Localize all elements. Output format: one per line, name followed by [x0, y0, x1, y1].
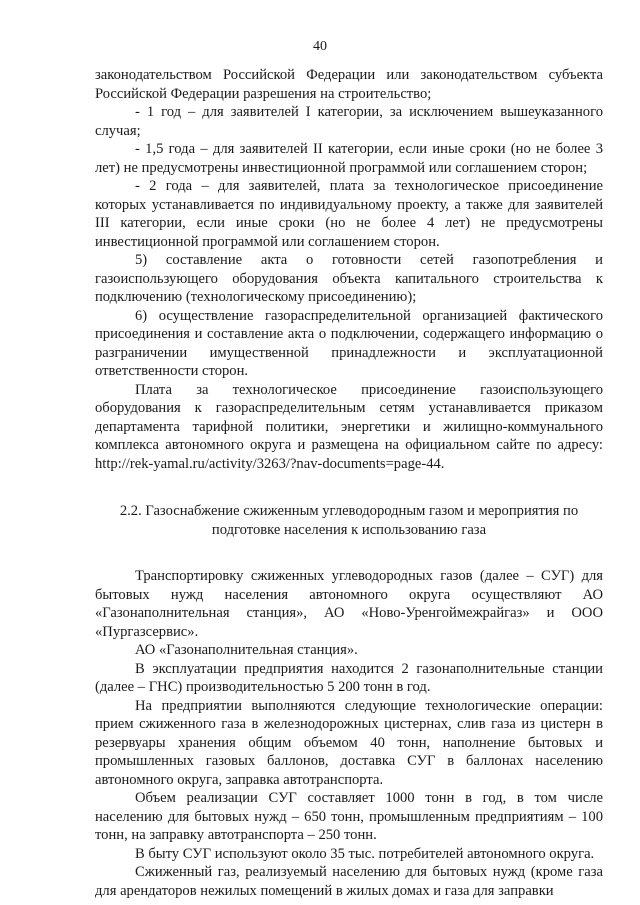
page-number: 40 [313, 39, 327, 54]
paragraph: В быту СУГ используют около 35 тыс. потребителей автономного округа. [135, 845, 595, 862]
list-item: 6) осуществление газораспределительной организацией фактического присоединения и составление акта о подключении, содержащего информацию о разграничении имущественной принадлежности и эксплуатационной ответственности сторон. [95, 307, 603, 379]
list-item: - 1,5 года – для заявителей II категории, если иные сроки (но не более 3 лет) не предусмотрены инвестиционной программой или соглашением сторон; [95, 141, 603, 176]
paragraph: АО «Газонаполнительная станция». [135, 642, 358, 658]
paragraph: На предприятии выполняются следующие технологические операции: прием сжиженного газа в железнодорожных цистернах, слив газа из цистерн в резервуары хранения общим объемом 40 тонн, наполнение бытовых и промышленных газовых баллонов, доставка СУГ в баллонах населению автономного округа, заправка автотранспорта. [95, 697, 603, 788]
paragraph: законодательством Российской Федерации или законодательством субъекта Российской Федерации разрешения на строительство; [95, 67, 603, 102]
list-item: - 1 год – для заявителей I категории, за исключением вышеуказанного случая; [95, 104, 603, 139]
paragraph: Сжиженный газ, реализуемый населению для бытовых нужд (кроме газа для арендаторов нежилых помещений в жилых домах и газа для заправки [95, 864, 603, 899]
section-heading: 2.2. Газоснабжение сжиженным углеводородным газом и мероприятия по подготовке населения к использованию газа [119, 503, 579, 538]
list-item: 5) составление акта о готовности сетей газопотребления и газоиспользующего оборудования объекта капитального строительства к подключению (технологическому присоединению); [95, 252, 603, 305]
paragraph: Объем реализации СУГ составляет 1000 тонн в год, в том числе населению для бытовых нужд – 650 тонн, промышленным предприятиям – 100 тонн, на заправку автотранспорта – 250 тонн. [95, 790, 603, 843]
paragraph: Плата за технологическое присоединение газоиспользующего оборудования к газораспределительным сетям устанавливается приказом департамента тарифной политики, энергетики и жилищно-коммунального комплекса автономного округа и размещена на официальном сайте по адресу: http://rek-yamal.ru/activity/3263/?nav-documents=page-44. [95, 381, 603, 472]
list-item: - 2 года – для заявителей, плата за технологическое присоединение которых устанавливается по индивидуальному проекту, а также для заявителей III категории, если иные сроки (но не более 4 лет) не предусмотрены инвестиционной программой или соглашением сторон. [95, 178, 603, 250]
document-body [95, 66, 603, 900]
paragraph: Транспортировку сжиженных углеводородных газов (далее – СУГ) для бытовых нужд населения автономного округа осуществляют АО «Газонаполнительная станция», АО «Ново-Уренгоймежрайгаз» и ООО «Пургазсервис». [95, 568, 603, 640]
paragraph: В эксплуатации предприятия находится 2 газонаполнительные станции (далее – ГНС) производительностью 5 200 тонн в год. [95, 660, 603, 695]
